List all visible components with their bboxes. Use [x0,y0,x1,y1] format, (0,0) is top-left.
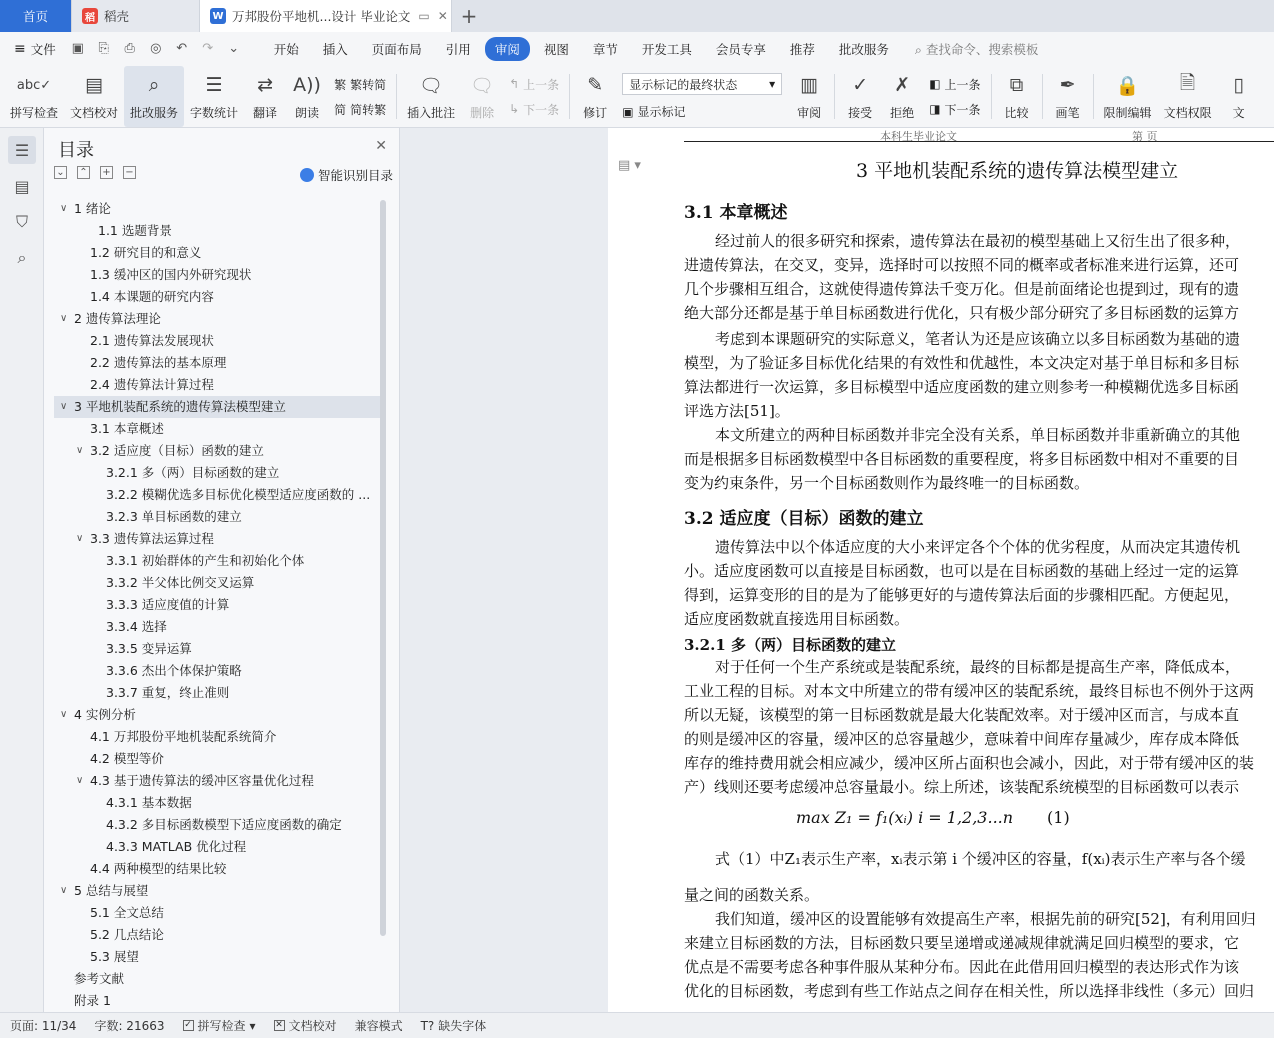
text-line: 的则是缓冲区的容量，缓冲区的总容量越少，意味着中间库存量减少，库存成本降低 [684,730,1240,748]
search-icon: ⌕ [914,42,922,57]
toc-item[interactable] [54,418,380,440]
review-service-icon: ⌕ [148,74,160,96]
convert-s-icon: 简 [334,102,347,117]
print-icon[interactable]: ⎙ [124,41,135,56]
toc-item[interactable] [54,616,380,638]
review-pane-label: 审阅 [797,106,822,120]
redo-icon[interactable]: ↷ [202,41,214,56]
track-changes-button[interactable] [574,66,616,127]
insert-comment-label: 插入批注 [407,106,456,120]
track-changes-icon: ✎ [587,74,604,96]
toc-item[interactable] [54,264,380,286]
text-line: 优化的目标函数，考虑到有些工作站点之间存在相关性，所以选择非线性（多元）回归 [684,982,1255,1000]
toc-item[interactable] [54,528,380,550]
read-aloud-label: 朗读 [295,106,320,120]
toc-item-label: 2.4 遗传算法计算过程 [90,377,214,392]
text-line: 所以无疑，该模型的第一目标函数就是最大化装配效率。对于缓冲区而言，与成本直 [684,706,1240,724]
tab-document-label: 万邦股份平地机...设计 毕业论文 [232,9,411,24]
toc-item[interactable] [54,704,380,726]
lock-icon: 🔒 [1115,74,1140,97]
text-line: 几个步骤相互组合，这就使得遗传算法千变万化。但是前面绪论也提到过，现有的遗 [684,280,1240,298]
to-simplified-label: 简转繁 [350,102,387,117]
status-doc-check-label: 文档校对 [288,1019,337,1033]
toc-item-label: 3.3.4 选择 [106,619,167,634]
spell-check-label: 拼写检查 [10,106,59,120]
text-line: 式（1）中Z₁表示生产率，xᵢ表示第 i 个缓冲区的容量，f(xᵢ)表示生产率与各个缓 [715,850,1246,868]
accept-button[interactable] [839,66,881,127]
toc-item-label: 2.1 遗传算法发展现状 [90,333,214,348]
smart-toc-label: 智能识别目录 [317,168,393,183]
convert-t-icon: 繁 [334,77,347,92]
text-line: 优点是不需要考虑各种事件服从某种分布。因此在此借用回归模型的表达形式作为该 [684,958,1240,976]
translate-label: 翻译 [253,106,278,120]
text-line: 变为约束条件，另一个目标函数则作为最终唯一的目标函数。 [684,474,1090,492]
toc-item[interactable] [54,396,380,418]
text-line: 经过前人的很多研究和探索，遗传算法在最初的模型基础上又衍生出了很多种， [715,232,1241,250]
doc-rights-button[interactable] [1158,66,1218,127]
toc-item[interactable] [54,814,380,836]
toc-item[interactable] [54,990,380,1008]
toc-item-label: 3.2.3 单目标函数的建立 [106,509,242,524]
toc-item-label: 3.2.1 多（两）目标函数的建立 [106,465,280,480]
next-comment-label: 下一条 [523,102,560,117]
file-menu-label: 文件 [30,42,56,57]
menu-review[interactable]: 审阅 [485,37,530,61]
smart-toc-icon [300,168,314,182]
toc-item[interactable] [54,352,380,374]
toc-item-label: 3.3.6 杰出个体保护策略 [106,663,242,678]
text-line: 适应度函数就直接选用目标函数。 [684,610,910,628]
text-line: 产）线则还要考虑缓冲总容量最小。综上所述，该装配系统模型的目标函数可以表示 [684,778,1240,796]
doc-rights-icon: 🗎 [1179,72,1196,94]
equation-number: (1) [1047,808,1070,827]
toc-item-label: 5.3 展望 [90,949,139,964]
toc-item[interactable] [54,286,380,308]
command-search-label: 查找命令、搜索模板 [925,42,1039,57]
page-indicator[interactable]: 页面: 11/34 [10,1019,77,1033]
toc-item-label: 3.3 遗传算法运算过程 [90,531,214,546]
toc-item-label: 参考文献 [74,971,125,986]
chevron-down-icon[interactable]: ∨ [60,885,68,896]
review-service-label: 批改服务 [130,106,179,120]
toc-item-label: 3.2.2 模糊优选多目标优化模型适应度函数的 ... [106,487,371,502]
undo-icon[interactable]: ↶ [176,41,188,56]
toc-item-label: 4.3.3 MATLAB 优化过程 [106,839,247,854]
cut-off-icon: ▯ [1233,74,1244,96]
header-left: 本科生毕业论文 [880,130,957,143]
doc-rights-label: 文档权限 [1163,106,1212,120]
toc-scrollbar[interactable] [380,200,386,936]
search-icon[interactable]: ⌕ [17,248,27,267]
tab-document[interactable] [200,0,452,32]
toc-item[interactable] [54,220,380,242]
review-pane-button[interactable] [788,66,830,127]
text-line: 算法都进行一次运算，多目标模型中适应度函数的建立则参考一种模糊优选多目标函 [684,378,1240,396]
tab-home[interactable] [0,0,72,32]
menu-chapter[interactable]: 章节 [592,42,618,57]
compat-mode: 兼容模式 [354,1019,403,1033]
toc-item[interactable] [54,836,380,858]
text-line: 来建立目标函数的方法，目标函数只要呈递增或递减规律就满足回归模型的要求，它 [684,934,1240,952]
hamburger-icon: ≡ [14,41,26,57]
close-icon[interactable]: ✕ [375,138,387,154]
toc-item[interactable] [54,330,380,352]
toc-item[interactable] [54,924,380,946]
missing-font-label: 缺失字体 [438,1019,487,1033]
toc-item-label: 3.1 本章概述 [90,421,164,436]
expand-all-icon[interactable]: ⌃ [77,166,90,179]
reject-button[interactable] [881,66,923,127]
chevron-down-icon: ▾ [769,77,776,91]
toc-item[interactable] [54,506,380,528]
writer-doc-icon: W [210,8,226,24]
compare-button[interactable] [996,66,1038,127]
toc-item[interactable] [54,770,380,792]
delete-comment-button[interactable] [461,66,503,127]
toc-item[interactable] [54,880,380,902]
toc-item-label: 3.3.5 变异运算 [106,641,192,656]
toc-list [54,198,380,1008]
quick-access [70,41,242,57]
accept-icon: ✓ [852,74,869,96]
document-page[interactable] [608,128,1274,1012]
compare-label: 比较 [1004,106,1029,120]
close-tab-icon[interactable]: ✕ [437,9,448,23]
toc-item-label: 5.2 几点结论 [90,927,164,942]
toc-item-label: 2 遗传算法理论 [74,311,161,326]
chevron-down-icon[interactable]: ∨ [60,203,68,214]
toc-item-label: 4.3 基于遗传算法的缓冲区容量优化过程 [90,773,314,788]
markup-state-select[interactable] [622,73,782,95]
print-preview-icon[interactable]: ◎ [150,41,162,56]
equation-text: max Z₁ = f₁(xᵢ) i = 1,2,3...n [796,808,1014,827]
word-count-label: 字数统计 [190,106,239,120]
menu-view[interactable]: 视图 [543,42,569,57]
chapter-title: 3 平地机装配系统的遗传算法模型建立 [856,160,1179,182]
chevron-down-icon[interactable]: ∨ [76,533,84,544]
toc-item[interactable] [54,968,380,990]
toc-item[interactable] [54,572,380,594]
toc-title: 目录 [58,140,94,161]
toc-item-label: 3.2 适应度（目标）函数的建立 [90,443,264,458]
prev-change-button[interactable] [929,76,980,93]
toc-item-label: 4.3.1 基本数据 [106,795,192,810]
toc-item[interactable] [54,440,380,462]
pen-label: 画笔 [1055,106,1080,120]
word-count-indicator[interactable]: 字数: 21663 [94,1019,165,1033]
section-heading: 3.1 本章概述 [684,203,788,223]
text-line: 得到，运算变形的目的是为了能够更好的与遗传算法后面的步骤相匹配。方便起见， [684,586,1240,604]
toc-item-label: 1.4 本课题的研究内容 [90,289,214,304]
chevron-down-icon[interactable]: ∨ [60,709,68,720]
page-header [684,128,1274,142]
menu-review-service[interactable]: 批改服务 [838,42,889,57]
toc-item-label: 3.3.7 重复，终止准则 [106,685,230,700]
toc-item[interactable] [54,638,380,660]
ribbon-divider [991,74,992,119]
next-change-icon: ◨ [929,102,941,116]
prev-comment-label: 上一条 [523,77,560,92]
toc-item[interactable] [54,308,380,330]
toc-item[interactable] [54,484,380,506]
toc-item-label: 1.1 选题背景 [98,223,172,238]
file-menu[interactable] [14,40,56,58]
menu-bar [0,32,1274,66]
text-line: 对于任何一个生产系统或是装配系统，最终的目标都是提高生产率，降低成本， [715,658,1241,676]
section-heading: 3.2 适应度（目标）函数的建立 [684,509,924,529]
doc-check-button[interactable] [64,66,124,127]
collapse-all-icon[interactable]: ⌄ [54,166,67,179]
text-line: 进遗传算法，在交叉，变异，选择时可以按照不同的概率或者标准来进行运算，还可 [684,256,1240,274]
toc-item-label: 5.1 全文总结 [90,905,164,920]
text-line: 评选方法[51]。 [684,402,790,420]
text-line: 我们知道，缓冲区的设置能够有效提高生产率，根据先前的研究[52]，有利用回归 [715,910,1256,928]
chevron-down-icon[interactable]: ∨ [76,775,84,786]
chapter-nav-icon[interactable]: ▤ [14,176,30,196]
next-icon: ↳ [509,102,520,116]
equation [796,808,1070,827]
chevron-down-icon[interactable]: ∨ [60,313,68,324]
word-count-icon: ☰ [205,74,223,96]
insert-comment-button[interactable] [401,66,461,127]
text-line: 而是根据多目标函数模型中各目标函数的重要程度，将多目标函数中相对不重要的目 [684,450,1240,468]
status-spell-label: 拼写检查 [197,1019,246,1033]
left-nav-strip [0,128,44,1012]
comment-delete-icon: 🗨 [470,74,495,97]
markup-group [616,66,788,127]
toc-item[interactable] [54,594,380,616]
ribbon-divider [569,74,570,119]
command-search[interactable] [915,40,1039,58]
text-line: 考虑到本课题研究的实际意义，笔者认为还是应该确立以多目标函数为基础的遗 [715,330,1241,348]
text-line: 工业工程的目标。对本文中所建立的带有缓冲区的装配系统，最终目标也不例外于这两 [684,682,1255,700]
new-tab-button[interactable]: + [460,4,478,28]
toc-item-label: 1.2 研究目的和意义 [90,245,202,260]
toc-item[interactable] [54,726,380,748]
save-icon[interactable]: ▣ [71,41,84,56]
toc-item[interactable] [54,462,380,484]
cut-off-button[interactable] [1218,66,1260,127]
chevron-down-icon: ▾ [249,1018,256,1033]
toc-item-label: 2.2 遗传算法的基本原理 [90,355,227,370]
translate-icon: ⇄ [257,74,274,96]
menu-reference[interactable]: 引用 [445,42,471,57]
toc-item-label: 4.3.2 多目标函数模型下适应度函数的确定 [106,817,342,832]
toc-item-label: 4 实例分析 [74,707,136,722]
markup-state-value: 显示标记的最终状态 [629,77,738,92]
menu-insert[interactable]: 插入 [322,42,348,57]
menu-member[interactable]: 会员专享 [715,42,766,57]
tab-daoke-label: 稻壳 [104,9,130,24]
show-markup-button[interactable] [622,103,782,120]
chevron-down-icon[interactable]: ∨ [60,401,68,412]
toc-item-label: 1 绪论 [74,201,111,216]
add-entry-icon[interactable]: + [100,166,113,179]
document-margin [400,128,608,1012]
to-traditional-button[interactable] [334,76,386,93]
toc-item[interactable] [54,660,380,682]
toc-item-label: 5 总结与展望 [74,883,149,898]
toc-item[interactable] [54,374,380,396]
toc-item-label: 3.3.2 半父体比例交叉运算 [106,575,255,590]
ribbon-review [0,66,1274,128]
ribbon-divider [1093,74,1094,119]
text-line: 库存的维持费用就会相应减少，缓冲区所占面积也会减小，因此，对于带有缓冲区的装 [684,754,1255,772]
doc-check-icon: ▤ [85,74,103,96]
chevron-down-icon[interactable]: ∨ [76,445,84,456]
toc-item-label: 1.3 缓冲区的国内外研究现状 [90,267,252,282]
subsection-heading: 3.2.1 多（两）目标函数的建立 [684,636,896,654]
text-line: 模型，为了验证多目标优化结果的有效性和优越性，本文决定对基于单目标和多目标 [684,354,1240,372]
doc-check-label: 文档校对 [70,106,119,120]
track-changes-label: 修订 [583,106,608,120]
menu-start[interactable]: 开始 [273,42,299,57]
screen-icon[interactable]: ▭ [418,9,430,23]
comment-nav-group [503,66,565,127]
toc-icon[interactable]: ☰ [8,136,36,164]
tab-daoke[interactable] [72,0,200,32]
smart-toc-button[interactable] [300,166,393,184]
bookmark-icon[interactable]: ⛉ [15,212,28,231]
toc-item-label: 3.3.1 初始群体的产生和初始化个体 [106,553,305,568]
text-line: 小。适应度函数可以直接是目标函数，也可以是在目标函数的基础上经过一定的运算 [684,562,1240,580]
text-line: 绝大部分还都是基于单目标函数进行优化，只有极少部分研究了多目标函数的运算方 [684,304,1240,322]
text-line: 遗传算法中以个体适应度的大小来评定各个个体的优劣程度，从而决定其遗传机 [715,538,1241,556]
daoke-icon: 稻 [82,8,98,24]
remove-entry-icon[interactable]: − [123,166,136,179]
toc-item[interactable] [54,242,380,264]
doc-check-status-icon: ✕ [275,1020,283,1030]
text-line: 量之间的函数关系。 [684,886,820,904]
pen-icon: ✒ [1059,74,1076,96]
prev-change-icon: ◧ [929,77,941,91]
compare-icon: ⧉ [1009,74,1024,96]
spell-check-icon: abc✓ [16,77,52,93]
toc-item-label: 附录 1 [74,993,111,1008]
next-change-button[interactable] [929,101,980,118]
review-service-button[interactable] [124,66,184,127]
menu-recommend[interactable]: 推荐 [789,42,815,57]
status-bar [0,1012,1274,1038]
delete-comment-label: 删除 [470,106,495,120]
cut-off-label: 文 [1232,106,1245,120]
reject-label: 拒绝 [890,106,915,120]
status-spell-check[interactable] [183,1017,256,1034]
menu-dev-tools[interactable]: 开发工具 [641,42,692,57]
header-right: 第 页 [1132,130,1158,143]
read-aloud-icon: A)) [293,74,321,96]
reject-icon: ✗ [894,74,911,96]
prev-change-label: 上一条 [944,77,981,92]
checkbox-icon: ✓ [184,1020,192,1030]
convert-group [328,66,392,127]
toc-item[interactable] [54,902,380,924]
ribbon-divider [1042,74,1043,119]
comment-plus-icon: 🗨 [419,74,444,97]
toc-item-label: 3.3.3 适应度值的计算 [106,597,230,612]
ribbon-divider [396,74,397,119]
export-icon[interactable]: ⎘ [98,41,109,56]
restrict-edit-button[interactable] [1098,66,1158,127]
toc-item-label: 4.4 两种模型的结果比较 [90,861,227,876]
toc-item-label: 3 平地机装配系统的遗传算法模型建立 [74,399,286,414]
toc-item-label: 4.1 万邦股份平地机装配系统简介 [90,729,277,744]
review-pane-icon: ▥ [800,74,819,96]
to-simplified-button[interactable] [334,101,386,118]
ribbon-divider [834,74,835,119]
font-warning-icon: T? [420,1018,435,1033]
to-traditional-label: 繁转简 [350,77,387,92]
tab-home-label: 首页 [22,9,48,24]
toc-item[interactable] [54,748,380,770]
toc-item[interactable] [54,858,380,880]
page-outline-icon[interactable]: ▤ ▾ [618,158,641,173]
text-line: 本文所建立的两种目标函数并非完全没有关系，单目标函数并非重新确立的其他 [715,426,1241,444]
show-markup-icon: ▣ [622,104,634,119]
accept-label: 接受 [848,106,873,120]
show-markup-label: 显示标记 [637,105,686,119]
change-nav-group [923,66,986,127]
menu-layout[interactable]: 页面布局 [371,42,422,57]
read-aloud-button[interactable] [286,66,328,127]
prev-comment-button[interactable] [509,76,559,93]
next-comment-button[interactable] [509,101,559,118]
tab-bar [0,0,1274,32]
restrict-edit-label: 限制编辑 [1103,106,1152,120]
toc-tools [54,166,136,179]
toc-item[interactable] [54,682,380,704]
translate-button[interactable] [244,66,286,127]
prev-icon: ↰ [509,77,520,91]
status-doc-check[interactable] [274,1017,337,1034]
next-change-label: 下一条 [944,102,981,117]
missing-font-button[interactable] [421,1017,487,1034]
toc-panel [44,128,400,1012]
toc-item[interactable] [54,946,380,968]
toc-item[interactable] [54,792,380,814]
toc-item-label: 4.2 模型等价 [90,751,164,766]
toc-item[interactable] [54,198,380,220]
toc-item[interactable] [54,550,380,572]
spell-check-button[interactable] [4,66,64,127]
dropdown-icon[interactable]: ⌄ [228,41,240,56]
word-count-button[interactable] [184,66,244,127]
pen-button[interactable] [1047,66,1089,127]
